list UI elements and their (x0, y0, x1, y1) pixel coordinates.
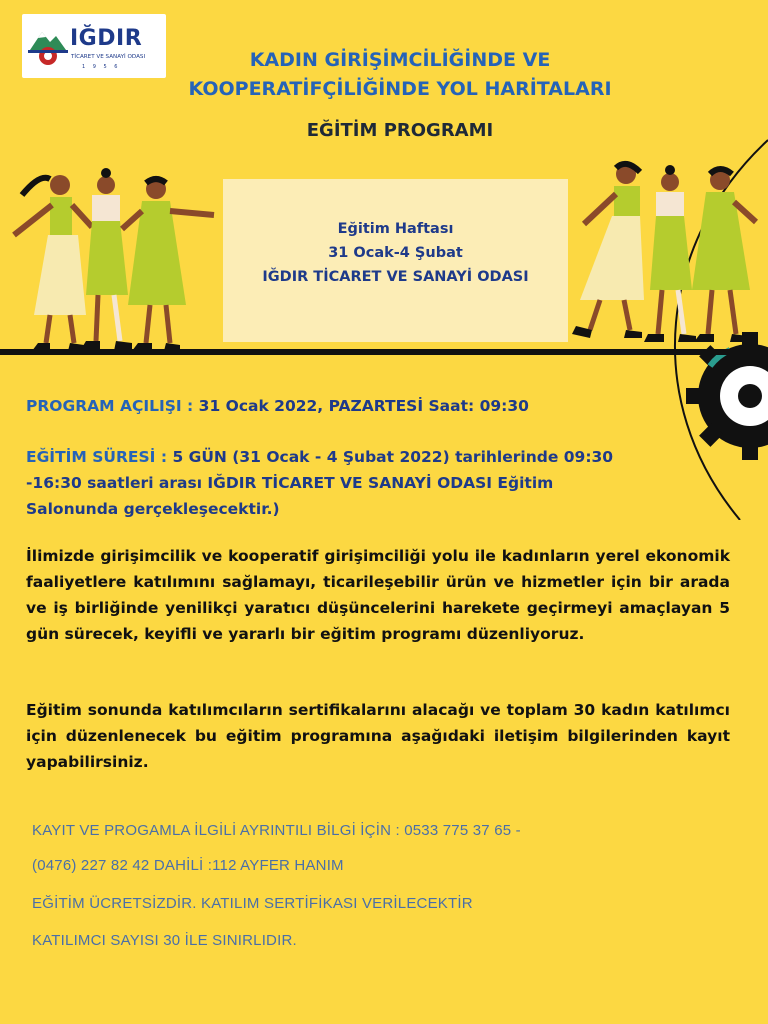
duration-label: EĞİTİM SÜRESİ : (26, 448, 168, 466)
week-box-dates: 31 Ocak-4 Şubat (328, 244, 463, 261)
training-week-box (223, 179, 568, 342)
title-line-1: KADIN GİRİŞİMCİLİĞİNDE VE (249, 49, 551, 71)
mountain-gear-logo-icon (28, 24, 68, 68)
contact-line-1: KAYIT VE PROGAMLA İLGİLİ AYRINTILI BİLGİ İÇİN : 0533 775 37 65 - (32, 822, 521, 839)
program-duration (26, 444, 706, 522)
women-group-left-illustration (0, 165, 230, 355)
floor-divider (0, 349, 768, 355)
opening-label: PROGRAM AÇILIŞI : (26, 397, 194, 415)
logo-year: 1 9 5 6 (82, 64, 121, 70)
chamber-logo (22, 14, 166, 78)
program-opening (26, 393, 706, 419)
description-paragraph-2: Eğitim sonunda katılımcıların sertifikalarını alacağı ve toplam 30 kadın katılımcı için düzenlenecek bu eğitim programına aşağıdaki iletişim bilgilerinden kayıt yapabilirsiniz. (26, 701, 730, 771)
contact-line-4: KATILIMCI SAYISI 30 İLE SINIRLIDIR. (32, 932, 297, 949)
women-group-right-illustration (560, 150, 760, 350)
contact-line-2: (0476) 227 82 42 DAHİLİ :112 AYFER HANIM (32, 857, 344, 874)
week-box-title: Eğitim Haftası (337, 220, 454, 237)
duration-line-2: -16:30 saatleri arası IĞDIR TİCARET VE SANAYİ ODASI Eğitim (26, 474, 554, 492)
duration-line-3: Salonunda gerçekleşecektir.) (26, 500, 280, 518)
program-subtitle: EĞİTİM PROGRAMI (306, 120, 494, 141)
week-box-venue: IĞDIR TİCARET VE SANAYİ ODASI (262, 268, 529, 285)
opening-value: 31 Ocak 2022, PAZARTESİ Saat: 09:30 (198, 397, 529, 415)
contact-line-3: EĞİTİM ÜCRETSİZDİR. KATILIM SERTİFİKASI VERİLECEKTİR (32, 895, 473, 912)
title-line-2: KOOPERATİFÇİLİĞİNDE YOL HARİTALARI (188, 78, 612, 100)
logo-subtitle: TİCARET VE SANAYİ ODASI (71, 54, 146, 60)
duration-line-1: 5 GÜN (31 Ocak - 4 Şubat 2022) tarihlerinde 09:30 (167, 448, 614, 466)
page-title (170, 46, 630, 104)
logo-name: IĞDIR (70, 26, 143, 51)
description-paragraph-1: İlimizde girişimcilik ve kooperatif girişimciliği yolu ile kadınların yerel ekonomik faaliyetlere katılımını sağlamayı, ticarileşebilir ürün ve hizmetler için bir arada ve iş birliğinde yenilikçi yaratıcı düşüncelerini harekete geçirmeyi amaçlayan 5 gün sürecek, keyifli ve yararlı bir eğitim programı düzenliyoruz. (26, 547, 730, 643)
